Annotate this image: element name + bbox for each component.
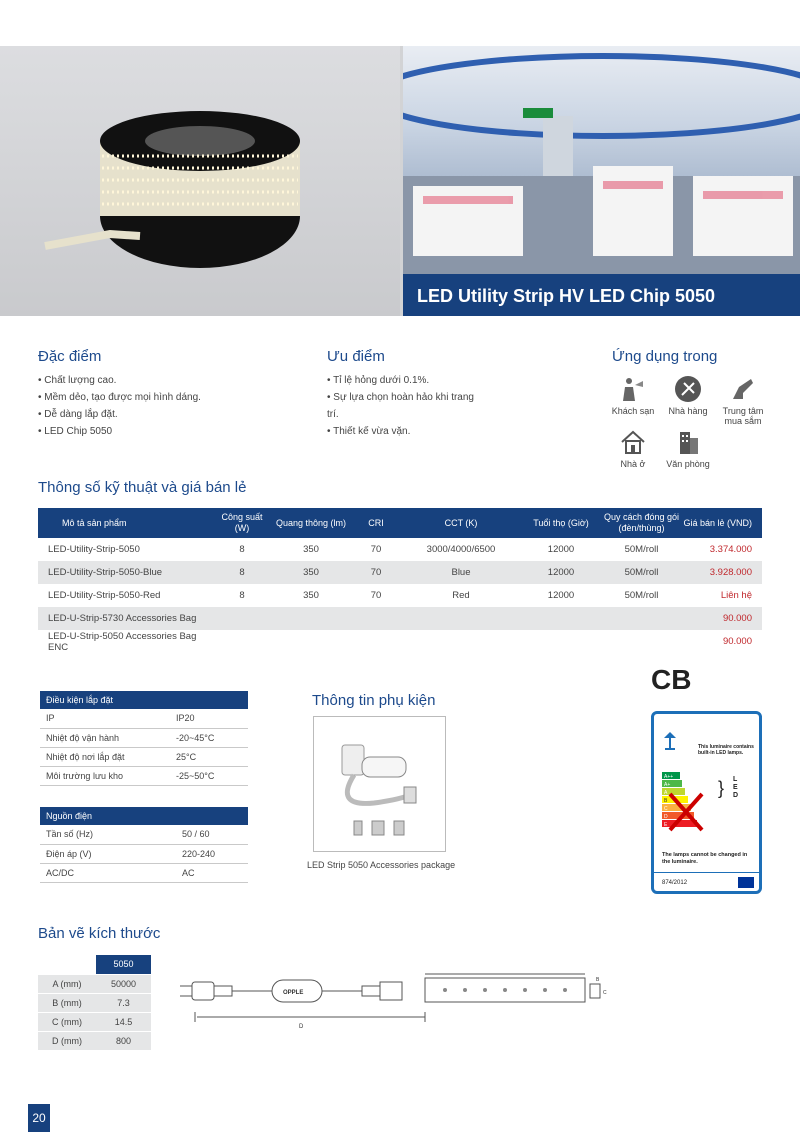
store-interior-photo bbox=[403, 46, 800, 274]
advantages-heading: Ưu điểm bbox=[327, 348, 385, 365]
table-row: IP IP20 bbox=[40, 709, 248, 728]
app-mall: Trung tâm mua sắm bbox=[713, 375, 773, 426]
svg-text:C: C bbox=[603, 990, 607, 996]
list-item: • Mềm dẻo, tạo được mọi hình dáng. bbox=[38, 389, 288, 406]
specs-table bbox=[38, 508, 762, 653]
brace: } bbox=[718, 778, 725, 798]
svg-text:D: D bbox=[664, 814, 668, 820]
svg-text:C: C bbox=[664, 806, 668, 812]
product-title: LED Utility Strip HV LED Chip 5050 bbox=[403, 274, 800, 316]
list-item: • Tỉ lệ hỏng dưới 0.1%. bbox=[327, 372, 482, 389]
accessories-heading: Thông tin phụ kiện bbox=[312, 692, 436, 709]
table-row: LED-U-Strip-5730 Accessories Bag 90.000 bbox=[38, 607, 762, 630]
svg-text:B: B bbox=[664, 798, 668, 804]
energy-label: This luminaire contains built-in LED lamps. A++ A+ A B C D E } LED The lamps cannot be changed in the luminaire. 874/2012 bbox=[651, 711, 762, 894]
dimensions-table: 5050 A (mm) 50000 B (mm) 7.3 C (mm) 14.5 D (mm) 800 bbox=[38, 955, 151, 1051]
hotel-icon bbox=[619, 375, 647, 403]
power-heading: Nguồn điện bbox=[40, 807, 248, 825]
led-vertical-text: LED bbox=[733, 776, 739, 799]
install-heading: Điều kiện lắp đặt bbox=[40, 691, 248, 709]
advantages-list bbox=[327, 372, 482, 440]
table-header-row: Mô tả sản phẩm Công suất (W) Quang thông (lm) CRI CCT (K) Tuổi thọ (Giờ) Quy cách đóng gói (đèn/thùng) Giá bán lẻ (VND) bbox=[38, 508, 762, 538]
lamp-icon bbox=[662, 730, 678, 752]
office-building-icon bbox=[674, 428, 702, 456]
table-row: LED-Utility-Strip-5050-Blue 8 350 70 Blue 12000 50M/roll 3.928.000 bbox=[38, 561, 762, 584]
high-heel-icon bbox=[729, 375, 757, 403]
accessories-caption: LED Strip 5050 Accessories package bbox=[307, 860, 456, 870]
table-row: Nhiệt độ nơi lắp đặt 25°C bbox=[40, 747, 248, 766]
install-table bbox=[40, 691, 248, 786]
table-row: LED-Utility-Strip-5050-Red 8 350 70 Red 12000 50M/roll Liên hệ bbox=[48, 590, 752, 601]
list-item: • Thiết kế vừa vặn. bbox=[327, 423, 482, 440]
table-row: LED-U-Strip-5050 Accessories Bag ENC 90.000 bbox=[48, 630, 752, 653]
list-item: • Dễ dàng lắp đặt. bbox=[38, 406, 288, 423]
applications-heading: Ứng dụng trong bbox=[612, 348, 718, 365]
svg-text:D: D bbox=[299, 1024, 304, 1030]
app-home: Nhà ở bbox=[603, 428, 663, 469]
list-item: • Chất lượng cao. bbox=[38, 372, 288, 389]
features-heading: Đặc điểm bbox=[38, 348, 102, 365]
app-restaurant: Nhà hàng bbox=[658, 375, 718, 416]
svg-text:A: A bbox=[664, 790, 668, 796]
table-row: D (mm) 800 bbox=[38, 1031, 151, 1050]
accessories-photo bbox=[313, 716, 446, 852]
list-item: • LED Chip 5050 bbox=[38, 423, 288, 440]
energy-class-bars bbox=[662, 772, 725, 832]
svg-text:E: E bbox=[664, 822, 668, 828]
eu-flag-icon bbox=[738, 877, 754, 888]
led-reel-photo bbox=[0, 46, 400, 316]
svg-text:OPPLE: OPPLE bbox=[283, 990, 304, 996]
table-row: Tần số (Hz) 50 / 60 bbox=[40, 825, 248, 844]
features-list bbox=[38, 372, 288, 440]
specs-heading: Thông số kỹ thuật và giá bán lẻ bbox=[38, 479, 247, 496]
cb-mark: CB bbox=[651, 664, 692, 695]
house-icon bbox=[619, 428, 647, 456]
table-row: LED-Utility-Strip-5050 8 350 70 3000/4000/6500 12000 50M/roll 3.374.000 bbox=[48, 544, 752, 555]
table-row: Điện áp (V) 220-240 bbox=[40, 844, 248, 863]
dimensions-heading: Bản vẽ kích thước bbox=[38, 925, 161, 942]
app-hotel: Khách sạn bbox=[603, 375, 663, 416]
power-table bbox=[40, 807, 248, 883]
list-item: • Sự lựa chọn hoàn hảo khi trang trí. bbox=[327, 389, 482, 423]
svg-text:B: B bbox=[596, 977, 600, 983]
restaurant-icon bbox=[674, 375, 702, 403]
table-row: Môi trường lưu kho -25~50°C bbox=[40, 766, 248, 785]
table-row: C (mm) 14.5 bbox=[38, 1012, 151, 1031]
table-row: AC/DC AC bbox=[40, 863, 248, 882]
svg-text:A+: A+ bbox=[664, 782, 671, 788]
table-row: A (mm) 50000 bbox=[38, 974, 151, 993]
hero-banner bbox=[0, 46, 800, 316]
page-number: 20 bbox=[28, 1104, 50, 1132]
table-row: Nhiệt độ vận hành -20~45°C bbox=[40, 728, 248, 747]
app-office: Văn phòng bbox=[658, 428, 718, 469]
svg-text:A++: A++ bbox=[664, 774, 674, 780]
dimension-drawing bbox=[175, 972, 615, 1032]
table-row: B (mm) 7.3 bbox=[38, 993, 151, 1012]
